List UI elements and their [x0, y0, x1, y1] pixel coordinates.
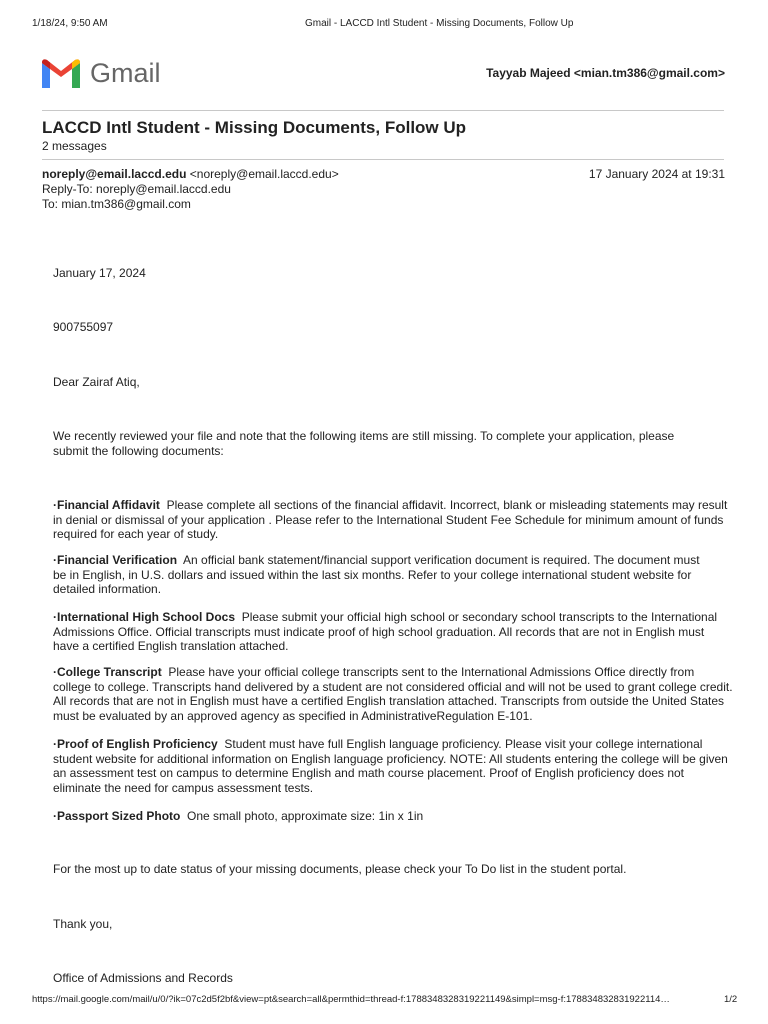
print-page-title: Gmail - LACCD Intl Student - Missing Documents, Follow Up [305, 18, 574, 29]
print-url: https://mail.google.com/mail/u/0/?ik=07c2d5f2bf&view=pt&search=all&permthid=thread-f:1788348328319221149&simpl=msg-f:178834832831922114… [32, 994, 670, 1005]
page-number: 1/2 [724, 994, 738, 1005]
item-text: An official bank statement/financial support verification document is required. The document must be in English, in U.S. dollars and issued within the last six months. Refer to your college international student website for detailed information. [53, 553, 700, 596]
message-header [42, 167, 339, 212]
missing-item [53, 610, 733, 654]
item-text: Please submit your official high school or secondary school transcripts to the International Admissions Office. Official transcripts must indicate proof of high school graduation. All records that are not in English must have a certified English translation attached. [53, 610, 718, 653]
item-title: ·International High School Docs [53, 610, 236, 624]
item-text: Student must have full English language proficiency. Please visit your college international student website for additional information on English language proficiency. NOTE: All students entering the college will be given an assessment test on campus to determine English and math course placement. Proof of English proficiency does not eliminate the need for campus assessment tests. [53, 737, 728, 795]
reply-to: Reply-To: noreply@email.laccd.edu [42, 182, 231, 196]
missing-item [53, 665, 733, 723]
message-count: 2 messages [42, 139, 107, 153]
account-email: Tayyab Majeed <mian.tm386@gmail.com> [486, 66, 725, 80]
recipient: To: mian.tm386@gmail.com [42, 197, 191, 211]
closing: Thank you, [53, 917, 113, 931]
item-text: One small photo, approximate size: 1in x 1in [187, 809, 424, 823]
item-text: Please complete all sections of the financial affidavit. Incorrect, blank or misleading statements may result in denial or dismissal of your application . Please refer to the International Student Fee Schedule for minimum amount of funds required for each year of study. [53, 498, 728, 541]
missing-item [53, 553, 703, 597]
item-title: ·Financial Affidavit [53, 498, 160, 512]
student-id: 900755097 [53, 320, 114, 334]
gmail-m-icon [42, 59, 80, 88]
sender-address: <noreply@email.laccd.edu> [189, 167, 339, 181]
message-date: 17 January 2024 at 19:31 [588, 167, 725, 181]
print-datetime: 1/18/24, 9:50 AM [32, 18, 108, 29]
status-note: For the most up to date status of your missing documents, please check your To Do list in the student portal. [53, 862, 627, 876]
greeting: Dear Zairaf Atiq, [53, 375, 140, 389]
letter-date: January 17, 2024 [53, 266, 146, 280]
gmail-wordmark: Gmail [90, 58, 161, 88]
thread-subject: LACCD Intl Student - Missing Documents, Follow Up [42, 118, 467, 137]
sender-name: noreply@email.laccd.edu [42, 167, 187, 181]
item-title: ·Financial Verification [53, 553, 178, 567]
item-title: ·Proof of English Proficiency [53, 737, 218, 751]
missing-item [53, 809, 733, 824]
item-text: Please have your official college transcripts sent to the International Admissions Office directly from college to college. Transcripts hand delivered by a student are not considered official and will not be used to grant college credit. All records that are not in English must have a certified English translation attached. Transcripts from outside the United States must be evaluated by an approved agency as specified in AdministrativeRegulation E-101. [53, 665, 733, 723]
divider [42, 110, 724, 111]
gmail-logo [42, 58, 161, 89]
missing-item [53, 498, 733, 542]
divider [42, 159, 724, 160]
item-title: ·College Transcript [53, 665, 162, 679]
intro-paragraph: We recently reviewed your file and note that the following items are still missing. To complete your application, please submit the following documents: [53, 429, 675, 458]
item-title: ·Passport Sized Photo [53, 809, 181, 823]
missing-item [53, 737, 733, 795]
signature: Office of Admissions and Records [53, 971, 233, 985]
